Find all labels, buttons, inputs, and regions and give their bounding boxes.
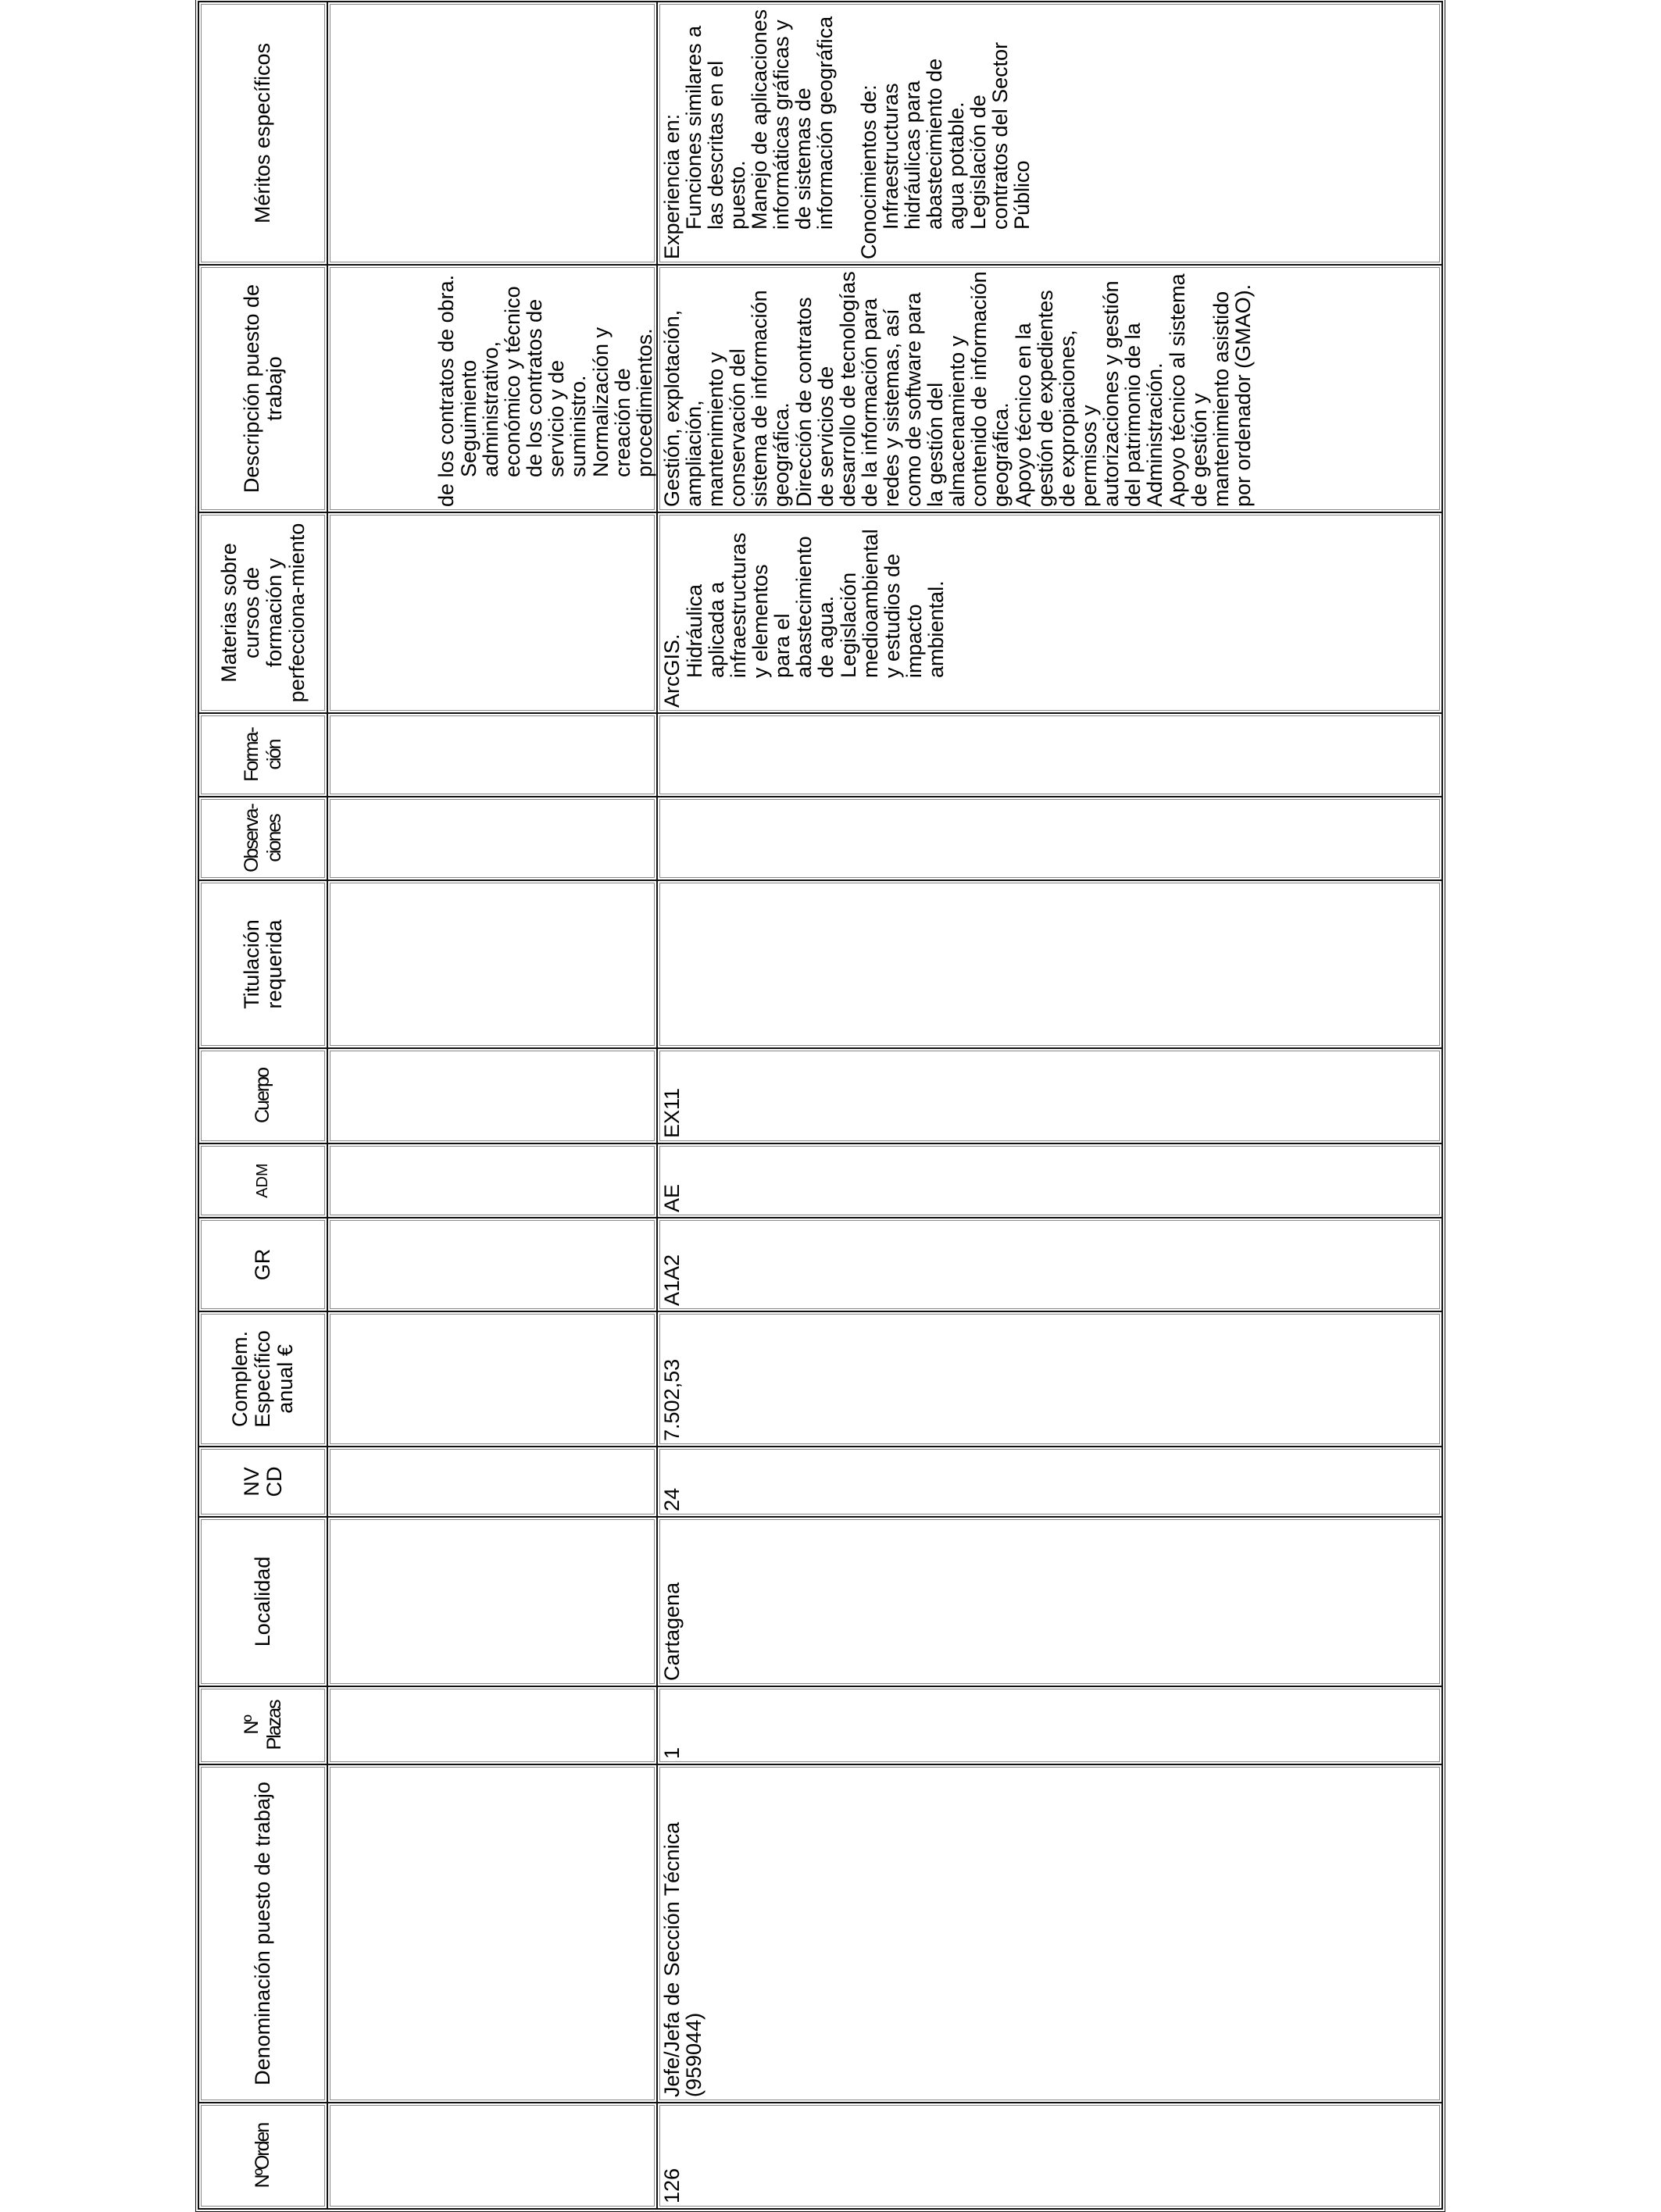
cell-empty: [327, 1517, 657, 1686]
header-nv-cd: NV CD: [198, 1447, 327, 1517]
cell-empty: [327, 713, 657, 797]
cell-meritos: [657, 2, 1442, 265]
cell-cuerpo: EX11: [657, 1048, 1442, 1143]
materia-item: Legislación medioambiental y estudios de impacto ambiental.: [837, 529, 948, 678]
cell-empty: [327, 797, 657, 880]
cell-formacion: [657, 713, 1442, 797]
cell-empty: [327, 2, 657, 265]
header-formacion: Forma-ción: [198, 713, 327, 797]
descripcion-item: Dirección de contratos de servicios de desarrollo de tecnologías de la información para redes y sistemas, así como de software para la gestión del almacenamiento y contenido de información geográfica.: [792, 271, 1013, 507]
continuation-row: [327, 2, 657, 2209]
descripcion-item: Apoyo técnico en la gestión de expedientes de expropiaciones, permisos y autorizaciones y gestión del patrimonio de la Administración.: [1012, 280, 1166, 507]
meritos-experiencia-item: Manejo de aplicaciones informáticas gráficas y de sistemas de información geográfica: [748, 9, 837, 230]
header-adm: ADM: [198, 1143, 327, 1218]
meritos-experiencia-title: Experiencia en:: [660, 113, 684, 259]
cell-empty: [327, 1764, 657, 2103]
header-row: [198, 2, 327, 2209]
header-cuerpo: Cuerpo: [198, 1048, 327, 1143]
header-meritos: Méritos específicos: [198, 2, 327, 265]
header-n-orden: NºOrden: [198, 2103, 327, 2209]
cell-nv-cd: 24: [657, 1447, 1442, 1517]
cell-empty: [327, 1447, 657, 1517]
cell-titulacion: [657, 880, 1442, 1048]
cell-complemento: 7.502,53: [657, 1311, 1442, 1447]
header-materias: Materias sobre cursos de formación y perfecciona-miento: [198, 512, 327, 713]
cell-n-plazas: 1: [657, 1686, 1442, 1764]
cell-materias: [657, 512, 1442, 713]
header-gr: GR: [198, 1218, 327, 1311]
meritos-conocimientos-item: Legislación de contratos del Sector Público: [966, 41, 1034, 230]
header-observaciones: Observa-ciones: [198, 797, 327, 880]
header-titulacion: Titulación requerida: [198, 880, 327, 1048]
meritos-conocimientos-item: Infraestructuras hidráulicas para abastecimiento de agua potable.: [879, 58, 968, 230]
meritos-experiencia-item: Funciones similares a las descritas en el puesto.: [682, 25, 749, 230]
job-positions-table: [195, 0, 1445, 2212]
descripcion-item: Gestión, explotación, ampliación, mantenimiento y conservación del sistema de información geográfica.: [660, 290, 793, 507]
cell-empty: [327, 1686, 657, 1764]
table-row: [657, 2, 1442, 2209]
materia-item: ArcGIS.: [660, 633, 684, 708]
cell-empty: [327, 512, 657, 713]
header-complemento: Complem. Específico anual €: [198, 1311, 327, 1447]
header-localidad: Localidad: [198, 1517, 327, 1686]
continued-description-cell: [327, 265, 657, 512]
continued-description-line: Seguimiento administrativo, económico y técnico de los contratos de servicio y de suministro.: [457, 286, 590, 477]
header-descripcion: Descripción puesto de trabajo: [198, 265, 327, 512]
cell-denominacion: Jefe/Jefa de Sección Técnica (959044): [657, 1764, 1442, 2103]
cell-gr: A1A2: [657, 1218, 1442, 1311]
meritos-conocimientos-title: Conocimientos de:: [857, 84, 881, 259]
cell-descripcion: [657, 265, 1442, 512]
cell-empty: [327, 880, 657, 1048]
cell-empty: [327, 1048, 657, 1143]
cell-adm: AE: [657, 1143, 1442, 1218]
cell-empty: [327, 1218, 657, 1311]
spacer: [836, 7, 858, 259]
header-n-plazas: Nº Plazas: [198, 1686, 327, 1764]
rotated-table-sheet: [195, 5, 1445, 2212]
descripcion-item: Apoyo técnico al sistema de gestión y mantenimiento asistido por ordenador (GMAO).: [1166, 273, 1255, 507]
continued-description-line: Normalización y creación de procedimientos.: [589, 326, 656, 477]
materia-item: Hidráulica aplicada a infraestructuras y elementos para el abastecimiento de agua.: [683, 532, 838, 678]
cell-empty: [327, 2103, 657, 2209]
cell-localidad: Cartagena: [657, 1517, 1442, 1686]
header-denominacion: Denominación puesto de trabajo: [198, 1764, 327, 2103]
cell-empty: [327, 1143, 657, 1218]
continued-description-line: de los contratos de obra.: [434, 274, 458, 507]
cell-n-orden: 126: [657, 2103, 1442, 2209]
cell-observaciones: [657, 797, 1442, 880]
cell-empty: [327, 1311, 657, 1447]
